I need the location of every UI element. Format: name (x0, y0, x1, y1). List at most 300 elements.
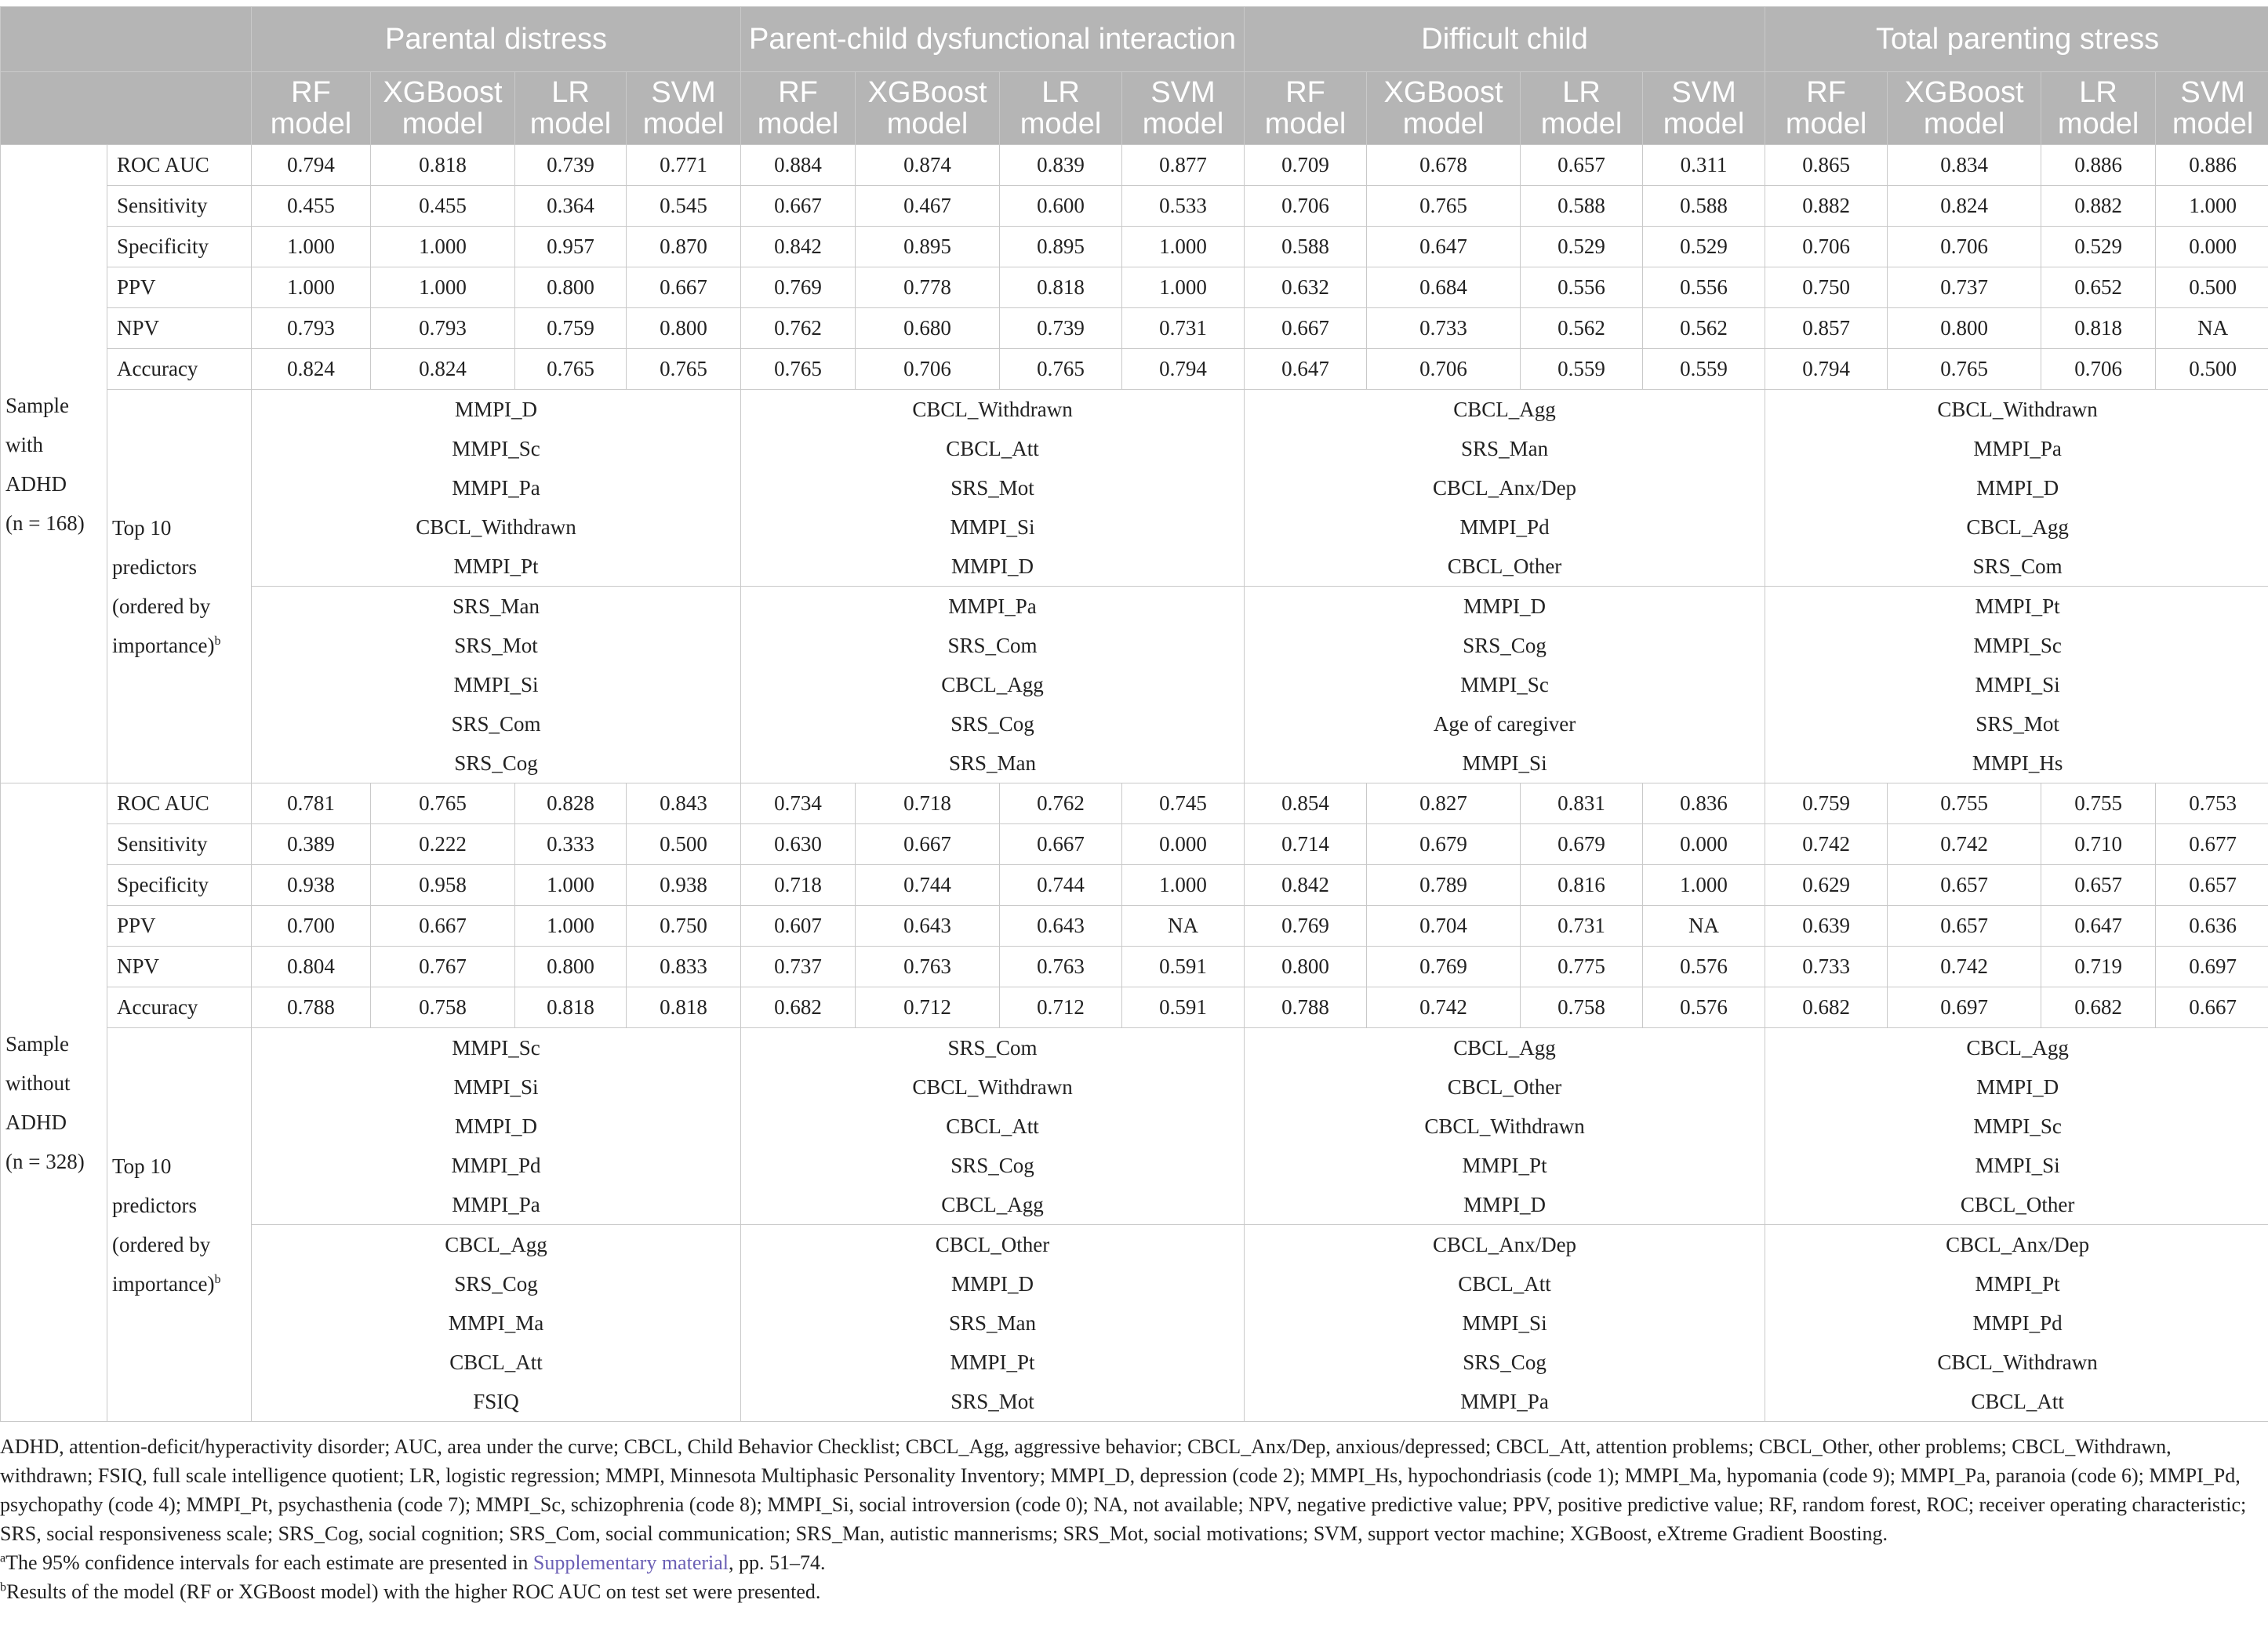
footnote-b-ref: b (214, 634, 221, 648)
predictor-item: CBCL_Agg (1453, 1036, 1556, 1060)
footnote-a (0, 1548, 2259, 1577)
metric-value: 0.684 (1367, 267, 1521, 308)
metric-value: 0.682 (2041, 987, 2156, 1028)
metric-value: 0.389 (252, 824, 371, 865)
metric-value: 0.657 (1521, 145, 1643, 186)
metric-value: 0.737 (741, 947, 856, 987)
metric-value: 0.636 (2156, 906, 2268, 947)
metric-value: 0.712 (1000, 987, 1122, 1028)
predictor-item: SRS_Mot (454, 634, 538, 657)
metric-value: 0.706 (856, 349, 1000, 390)
metric-value: 1.000 (371, 227, 515, 267)
predictor-item: MMPI_D (1463, 1193, 1547, 1216)
predictor-item: SRS_Man (1461, 437, 1549, 460)
metric-value: 0.767 (371, 947, 515, 987)
predictors-row (1, 587, 2268, 783)
predictor-item: SRS_Man (452, 594, 540, 618)
metric-value: 0.884 (741, 145, 856, 186)
metric-value: 0.562 (1521, 308, 1643, 349)
predictor-item: CBCL_Agg (941, 1193, 1044, 1216)
table-row (1, 783, 2268, 824)
metric-value: 0.938 (627, 865, 741, 906)
predictor-item: MMPI_D (454, 398, 538, 421)
predictor-item: CBCL_Att (449, 1351, 543, 1374)
metric-value: 0.679 (1521, 824, 1643, 865)
table-row (1, 186, 2268, 227)
predictors-label-line (112, 626, 246, 665)
header-empty (1, 72, 252, 145)
predictor-item: CBCL_Other (1447, 1075, 1562, 1099)
table-row (1, 824, 2268, 865)
metric-value: 0.455 (371, 186, 515, 227)
predictor-item: MMPI_Pa (948, 594, 1037, 618)
metric-value: 0.576 (1643, 987, 1765, 1028)
header-model: XGBoost model (1888, 72, 2041, 145)
metric-value: 0.793 (371, 308, 515, 349)
metric-value: 0.800 (515, 267, 627, 308)
header-model: LR model (515, 72, 627, 145)
predictors-label-line (112, 1147, 246, 1186)
metric-value: 0.886 (2041, 145, 2156, 186)
metric-value: 0.677 (2156, 824, 2268, 865)
footnote-a-text: The 95% confidence intervals for each estimate are presented in (5, 1551, 533, 1574)
predictor-item: CBCL_Withdrawn (416, 515, 576, 539)
sample-label-line: (n = 328) (5, 1149, 85, 1173)
predictors-label (107, 1028, 252, 1422)
metric-value: 0.763 (856, 947, 1000, 987)
metric-value: 0.704 (1367, 906, 1521, 947)
metric-value: 0.588 (1245, 227, 1367, 267)
metric-value: 0.771 (627, 145, 741, 186)
predictors-label (107, 390, 252, 783)
table-row (1, 145, 2268, 186)
metric-name: Specificity (107, 227, 252, 267)
metric-name: Accuracy (107, 987, 252, 1028)
metric-value: 0.758 (1521, 987, 1643, 1028)
predictor-item: MMPI_Si (1975, 673, 2060, 696)
predictor-item: MMPI_D (1463, 594, 1547, 618)
metric-value: 0.759 (515, 308, 627, 349)
metric-value: NA (1643, 906, 1765, 947)
predictor-item: SRS_Cog (950, 712, 1034, 736)
predictor-item: CBCL_Att (1971, 1390, 2064, 1413)
metric-value: 0.545 (627, 186, 741, 227)
header-model: LR model (1521, 72, 1643, 145)
metric-name: NPV (107, 308, 252, 349)
metric-value: 0.630 (741, 824, 856, 865)
predictor-item: MMPI_Sc (1973, 1114, 2062, 1138)
metric-value: 0.706 (1245, 186, 1367, 227)
metric-value: 0.836 (1643, 783, 1765, 824)
predictors-label-text: Top 10 (112, 1154, 172, 1178)
metric-value: 0.818 (627, 987, 741, 1028)
metric-value: 0.765 (371, 783, 515, 824)
predictor-list (1245, 390, 1765, 587)
predictors-row (1, 1028, 2268, 1225)
predictors-label-line (112, 587, 246, 626)
predictor-item: MMPI_D (1976, 476, 2059, 500)
metric-value: 0.607 (741, 906, 856, 947)
metric-value: 0.652 (2041, 267, 2156, 308)
predictor-list (252, 390, 741, 587)
metric-value: 0.706 (2041, 349, 2156, 390)
predictor-item: CBCL_Att (1458, 1272, 1551, 1296)
metric-value: 0.737 (1888, 267, 2041, 308)
predictor-item: CBCL_Withdrawn (1424, 1114, 1585, 1138)
header-model: LR model (2041, 72, 2156, 145)
metric-value: 0.562 (1643, 308, 1765, 349)
metric-value: 0.657 (2156, 865, 2268, 906)
metric-value: 0.788 (1245, 987, 1367, 1028)
metric-value: 0.818 (2041, 308, 2156, 349)
metric-value: 1.000 (515, 906, 627, 947)
table-row (1, 865, 2268, 906)
metric-value: 0.657 (1888, 865, 2041, 906)
header-model: SVM model (627, 72, 741, 145)
metric-value: 1.000 (1122, 865, 1245, 906)
header-empty (1, 7, 252, 72)
predictors-label-line (112, 1186, 246, 1225)
metric-value: 0.697 (1888, 987, 2041, 1028)
predictors-row (1, 390, 2268, 587)
metric-value: 0.818 (371, 145, 515, 186)
predictor-item: CBCL_Other (935, 1233, 1050, 1256)
metric-value: 0.739 (515, 145, 627, 186)
metric-value: 0.647 (2041, 906, 2156, 947)
header-group: Parent-child dysfunctional interaction (741, 7, 1245, 72)
metric-value: 0.591 (1122, 947, 1245, 987)
metric-value: 1.000 (1643, 865, 1765, 906)
header-model: SVM model (2156, 72, 2268, 145)
header-row-groups (1, 7, 2268, 72)
header-model: RF model (741, 72, 856, 145)
predictor-item: MMPI_Pa (452, 476, 540, 500)
predictor-item: SRS_Cog (454, 1272, 538, 1296)
predictors-label-text: (ordered by (112, 1232, 211, 1256)
metric-name: PPV (107, 267, 252, 308)
header-model: XGBoost model (856, 72, 1000, 145)
metric-value: 0.647 (1367, 227, 1521, 267)
metric-value: 0.718 (856, 783, 1000, 824)
metric-value: 0.733 (1367, 308, 1521, 349)
predictor-item: SRS_Mot (1975, 712, 2059, 736)
metric-value: 0.632 (1245, 267, 1367, 308)
metric-value: NA (1122, 906, 1245, 947)
predictor-item: MMPI_Pd (451, 1154, 541, 1177)
predictor-item: CBCL_Agg (1966, 515, 2069, 539)
table-footnotes (0, 1432, 2259, 1606)
metric-name: ROC AUC (107, 783, 252, 824)
predictor-item: MMPI_Si (453, 1075, 539, 1099)
metric-value: 0.643 (1000, 906, 1122, 947)
predictor-item: CBCL_Other (1960, 1193, 2075, 1216)
metric-value: 0.877 (1122, 145, 1245, 186)
metric-value: 0.742 (1765, 824, 1888, 865)
metric-value: 0.667 (371, 906, 515, 947)
metric-value: 0.657 (1888, 906, 2041, 947)
predictor-item: MMPI_D (951, 1272, 1034, 1296)
metric-value: 0.333 (515, 824, 627, 865)
metric-value: 1.000 (252, 267, 371, 308)
metric-value: 0.667 (741, 186, 856, 227)
predictor-list (1765, 587, 2268, 783)
metric-value: 0.759 (1765, 783, 1888, 824)
metric-value: 1.000 (1122, 267, 1245, 308)
table-container (0, 6, 2268, 1422)
predictor-item: MMPI_Si (1462, 1311, 1547, 1335)
predictor-item: MMPI_Si (1462, 751, 1547, 775)
metric-name: Sensitivity (107, 186, 252, 227)
predictor-item: MMPI_D (1976, 1075, 2059, 1099)
predictor-item: CBCL_Anx/Dep (1946, 1233, 2090, 1256)
metric-value: 0.600 (1000, 186, 1122, 227)
predictor-item: SRS_Man (949, 1311, 1037, 1335)
predictor-item: CBCL_Agg (941, 673, 1044, 696)
predictor-item: CBCL_Other (1447, 554, 1562, 578)
header-row-models (1, 72, 2268, 145)
predictor-item: CBCL_Anx/Dep (1433, 1233, 1577, 1256)
predictor-item: MMPI_Pa (452, 1193, 540, 1216)
metric-value: 0.762 (1000, 783, 1122, 824)
metric-value: 0.500 (627, 824, 741, 865)
metric-value: 0.706 (1888, 227, 2041, 267)
predictor-item: MMPI_Pt (1462, 1154, 1547, 1177)
header-group: Parental distress (252, 7, 741, 72)
metric-value: 0.455 (252, 186, 371, 227)
metric-value: 0.639 (1765, 906, 1888, 947)
metric-value: 0.753 (2156, 783, 2268, 824)
metric-value: 0.769 (1367, 947, 1521, 987)
metric-value: 1.000 (1122, 227, 1245, 267)
metric-value: 0.000 (1122, 824, 1245, 865)
metric-value: 0.709 (1245, 145, 1367, 186)
metric-value: 0.769 (741, 267, 856, 308)
metric-value: 0.667 (1245, 308, 1367, 349)
table-row (1, 987, 2268, 1028)
header-model: RF model (1245, 72, 1367, 145)
predictor-item: SRS_Mot (950, 476, 1034, 500)
metric-value: 0.559 (1521, 349, 1643, 390)
metric-value: 0.865 (1765, 145, 1888, 186)
predictor-item: CBCL_Anx/Dep (1433, 476, 1577, 500)
abbreviations-note: ADHD, attention-deficit/hyperactivity disorder; AUC, area under the curve; CBCL, Child Behavior Checklist; CBCL_Agg, aggressive behavior; CBCL_Anx/Dep, anxious/depressed; CBCL_Att, attention problems; CBCL_Other, other problems; CBCL_Withdrawn, withdrawn; FSIQ, full scale intelligence quotient; LR, logistic regression; MMPI, Minnesota Multiphasic Personality Inventory; MMPI_D, depression (code 2); MMPI_Hs, hypochondriasis (code 1); MMPI_Ma, hypomania (code 9); MMPI_Pa, paranoia (code 6); MMPI_Pd, psychopathy (code 4); MMPI_Pt, psychasthenia (code 7); MMPI_Sc, schizophrenia (code 8); MMPI_Si, social introversion (code 0); NA, not available; NPV, negative predictive value; PPV, positive predictive value; RF, random forest, ROC; receiver operating characteristic; SRS, social responsiveness scale; SRS_Cog, social cognition; SRS_Com, social communication; SRS_Man, autistic mannerisms; SRS_Mot, social motivations; SVM, support vector machine; XGBoost, eXtreme Gradient Boosting. (0, 1435, 2247, 1545)
sample-label-line: Sample (5, 1031, 69, 1056)
metric-value: 0.958 (371, 865, 515, 906)
predictor-list (252, 587, 741, 783)
metric-value: 0.311 (1643, 145, 1765, 186)
metric-value: 0.794 (252, 145, 371, 186)
predictor-item: SRS_Cog (1463, 1351, 1547, 1374)
metric-value: 0.682 (741, 987, 856, 1028)
table-row (1, 267, 2268, 308)
metric-value: 1.000 (252, 227, 371, 267)
metric-value: 0.874 (856, 145, 1000, 186)
footnote-a-mark: a (0, 1551, 6, 1565)
predictors-label-line (112, 547, 246, 587)
metric-value: 0.831 (1521, 783, 1643, 824)
metric-name: ROC AUC (107, 145, 252, 186)
metric-value: 0.667 (2156, 987, 2268, 1028)
metric-value: 0.793 (252, 308, 371, 349)
results-table (0, 6, 2268, 1422)
metric-value: 0.500 (2156, 349, 2268, 390)
metric-value: 0.765 (1000, 349, 1122, 390)
metric-value: 0.629 (1765, 865, 1888, 906)
metric-value: 0.718 (741, 865, 856, 906)
predictor-list (1765, 1028, 2268, 1225)
metric-value: 0.794 (1122, 349, 1245, 390)
footnote-b-mark: b (0, 1580, 6, 1594)
sample-label-line: ADHD (5, 471, 67, 496)
metric-value: 0.800 (1888, 308, 2041, 349)
metric-value: 0.750 (627, 906, 741, 947)
metric-value: 0.804 (252, 947, 371, 987)
table-row (1, 947, 2268, 987)
predictor-item: MMPI_Pt (950, 1351, 1035, 1374)
metric-value: 1.000 (515, 865, 627, 906)
metric-value: 0.678 (1367, 145, 1521, 186)
metric-value: 0.857 (1765, 308, 1888, 349)
metric-value: 0.731 (1122, 308, 1245, 349)
predictor-item: MMPI_Si (950, 515, 1035, 539)
supplementary-material-link[interactable]: Supplementary material (532, 1551, 729, 1574)
predictor-item: MMPI_Sc (1973, 634, 2062, 657)
metric-value: 0.755 (2041, 783, 2156, 824)
metric-value: 0.657 (2041, 865, 2156, 906)
metric-value: 0.533 (1122, 186, 1245, 227)
metric-value: 0.529 (1643, 227, 1765, 267)
predictor-item: MMPI_Pd (1459, 515, 1550, 539)
predictors-label-text: predictors (112, 1193, 197, 1217)
metric-value: 0.765 (627, 349, 741, 390)
predictors-label-text: Top 10 (112, 515, 172, 540)
predictor-item: MMPI_Ma (448, 1311, 544, 1335)
metric-value: 0.734 (741, 783, 856, 824)
metric-value: 0.364 (515, 186, 627, 227)
predictor-item: MMPI_Pa (1973, 437, 2062, 460)
metric-name: Accuracy (107, 349, 252, 390)
metric-value: 0.556 (1521, 267, 1643, 308)
predictors-label-text: predictors (112, 554, 197, 579)
predictors-label-line (112, 1225, 246, 1264)
predictor-item: MMPI_Hs (1972, 751, 2063, 775)
predictor-item: MMPI_Sc (1460, 673, 1549, 696)
metric-value: 0.854 (1245, 783, 1367, 824)
predictor-item: SRS_Com (947, 1036, 1038, 1060)
footnote-b (0, 1577, 2259, 1606)
sample-label-line: (n = 168) (5, 511, 85, 535)
metric-value: 0.818 (515, 987, 627, 1028)
metric-value: 0.742 (1367, 987, 1521, 1028)
table-row (1, 308, 2268, 349)
metric-value: 0.588 (1643, 186, 1765, 227)
metric-value: 0.763 (1000, 947, 1122, 987)
metric-value: 0.828 (515, 783, 627, 824)
predictor-list (252, 1028, 741, 1225)
predictor-item: SRS_Cog (1463, 634, 1547, 657)
metric-value: 0.895 (1000, 227, 1122, 267)
metric-value: 0.758 (371, 987, 515, 1028)
metric-value: 1.000 (2156, 186, 2268, 227)
metric-value: 0.882 (2041, 186, 2156, 227)
metric-value: 0.647 (1245, 349, 1367, 390)
header-group: Total parenting stress (1765, 7, 2268, 72)
metric-value: 0.895 (856, 227, 1000, 267)
metric-value: 0.576 (1643, 947, 1765, 987)
predictor-item: MMPI_Pa (1460, 1390, 1549, 1413)
metric-value: 0.789 (1367, 865, 1521, 906)
sample-label-line: without (5, 1071, 71, 1095)
metric-value: 0.833 (627, 947, 741, 987)
metric-value: 0.697 (2156, 947, 2268, 987)
sample-label-line: Sample (5, 393, 69, 417)
predictor-list (1245, 587, 1765, 783)
predictor-item: MMPI_Pd (1972, 1311, 2063, 1335)
metric-name: Specificity (107, 865, 252, 906)
metric-value: 0.700 (252, 906, 371, 947)
predictor-item: SRS_Cog (950, 1154, 1034, 1177)
metric-value: 0.714 (1245, 824, 1367, 865)
predictor-item: SRS_Man (949, 751, 1037, 775)
metric-value: 0.742 (1888, 824, 2041, 865)
metric-value: 0.745 (1122, 783, 1245, 824)
metric-value: 0.000 (1643, 824, 1765, 865)
metric-value: 0.755 (1888, 783, 2041, 824)
metric-value: 0.842 (1245, 865, 1367, 906)
metric-value: 0.529 (2041, 227, 2156, 267)
metric-value: 0.765 (1888, 349, 2041, 390)
sample-group-label (1, 145, 107, 783)
metric-value: 0.667 (627, 267, 741, 308)
metric-value: 0.800 (1245, 947, 1367, 987)
predictor-item: Age of caregiver (1433, 712, 1576, 736)
footnote-b-ref: b (214, 1272, 221, 1286)
predictor-item: CBCL_Att (946, 437, 1039, 460)
predictor-list (252, 1225, 741, 1422)
predictor-item: CBCL_Withdrawn (912, 398, 1073, 421)
predictor-item: MMPI_Si (453, 673, 539, 696)
predictor-list (1245, 1028, 1765, 1225)
header-model: XGBoost model (1367, 72, 1521, 145)
predictors-label-line (112, 1264, 246, 1303)
predictor-item: CBCL_Withdrawn (912, 1075, 1073, 1099)
metric-value: 0.781 (252, 783, 371, 824)
sample-group-label (1, 783, 107, 1422)
metric-value: 0.843 (627, 783, 741, 824)
predictor-item: MMPI_Pt (1975, 594, 2060, 618)
metric-value: 0.775 (1521, 947, 1643, 987)
header-model: SVM model (1122, 72, 1245, 145)
predictor-item: CBCL_Agg (1453, 398, 1556, 421)
predictor-item: CBCL_Agg (445, 1233, 547, 1256)
metric-value: 0.886 (2156, 145, 2268, 186)
sample-label-line: with (5, 432, 44, 456)
metric-value: 0.834 (1888, 145, 2041, 186)
metric-value: 0.559 (1643, 349, 1765, 390)
predictor-item: MMPI_D (454, 1114, 538, 1138)
metric-value: 0.222 (371, 824, 515, 865)
metric-value: 0.680 (856, 308, 1000, 349)
header-model: SVM model (1643, 72, 1765, 145)
predictor-list (741, 1225, 1245, 1422)
metric-value: 0.500 (2156, 267, 2268, 308)
metric-value: 0.818 (1000, 267, 1122, 308)
predictor-item: SRS_Com (1972, 554, 2063, 578)
predictor-list (1765, 1225, 2268, 1422)
metric-value: 0.957 (515, 227, 627, 267)
predictor-item: MMPI_Pt (1975, 1272, 2060, 1296)
sample-label-line: ADHD (5, 1110, 67, 1134)
